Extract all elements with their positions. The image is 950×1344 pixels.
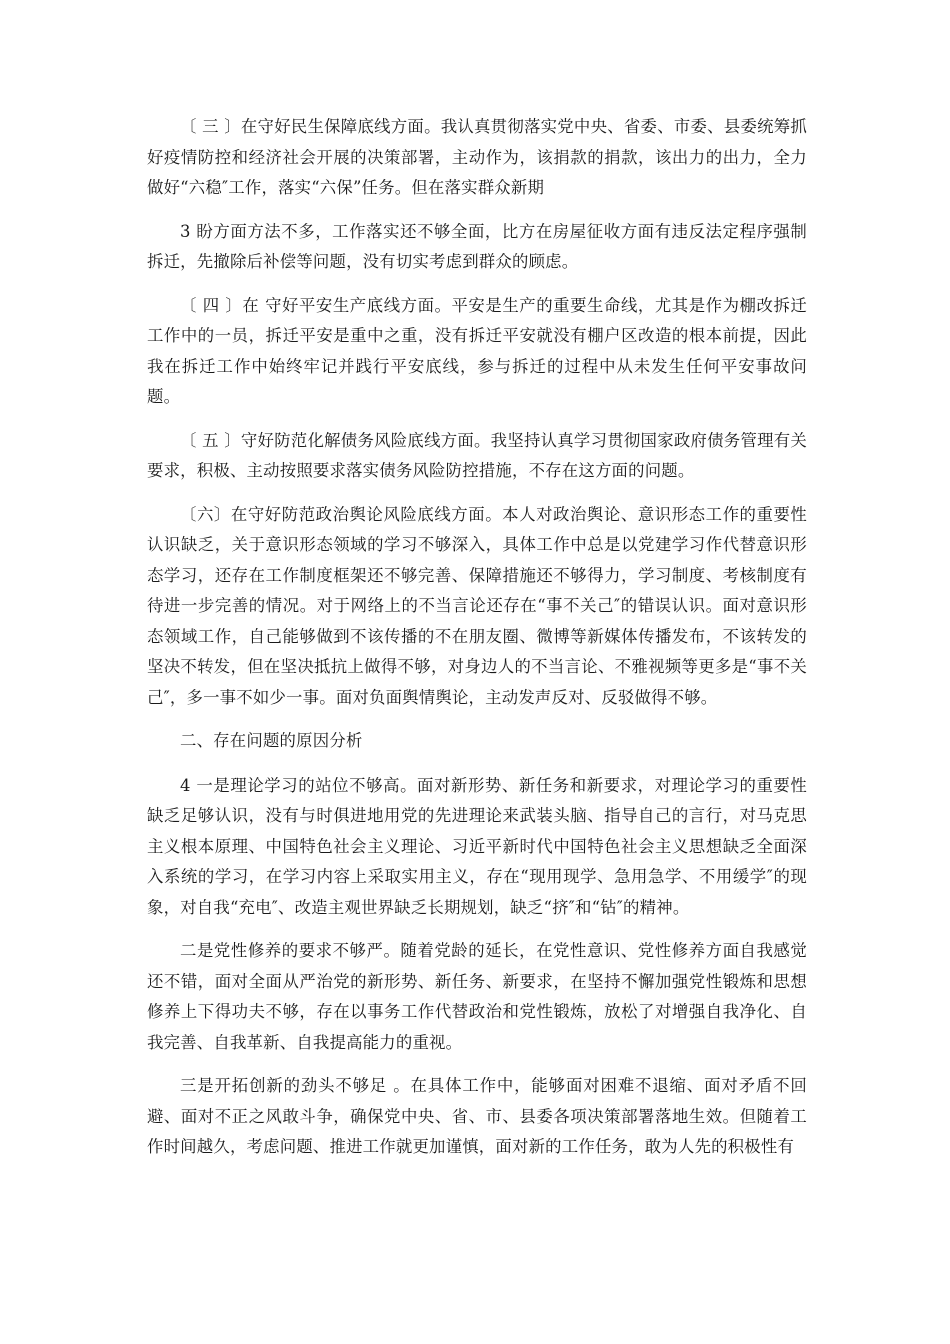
paragraph-debt-risk: 〔 五 〕守好防范化解债务风险底线方面。我坚持认真学习贯彻国家政府债务管理有关要求，积极、主动按照要求落实债务风险防控措施，不存在这方面的问题。	[147, 430, 807, 480]
paragraph-production-safety: 〔 四 〕在 守好平安生产底线方面。平安是生产的重要生命线，尤其是作为棚改拆迁工作中的一员，拆迁平安是重中之重，没有拆迁平安就没有棚户区改造的根本前提，因此我在拆迁工作中始终牢记并践行平安底线，参与拆迁的过程中从未发生任何平安事故问题。	[147, 295, 807, 406]
paragraph-political-opinion: 〔六〕在守好防范政治舆论风险底线方面。本人对政治舆论、意识形态工作的重要性认识缺乏，关于意识形态领域的学习不够深入，具体工作中总是以党建学习作代替意识形态学习，还存在工作制度框架还不够完善、保障措施还不够得力，学习制度、考核制度有待进一步完善的情况。对于网络上的不当言论还存在“事不关己″的错误认识。面对意识形态领域工作，自己能够做到不该传播的不在朋友圈、微博等新媒体传播发布，不该转发的坚决不转发，但在坚决抵抗上做得不够，对身边人的不当言论、不雅视频等更多是“事不关己″，多一事不如少一事。面对负面舆情舆论，主动发声反对、反驳做得不够。	[147, 504, 807, 707]
paragraph-livelihood-continued: 3 盼方面方法不多，工作落实还不够全面，比方在房屋征收方面有违反法定程序强制拆迁，先撤除后补偿等问题，没有切实考虑到群众的顾虑。	[147, 221, 807, 271]
document-page	[147, 112, 807, 1176]
paragraph-innovation: 三是开拓创新的劲头不够足 。在具体工作中，能够面对困难不退缩、面对矛盾不回避、面对不正之风敢斗争，确保党中央、省、市、县委各项决策部署落地生效。但随着工作时间越久，考虑问题、推进工作就更加谨慎，面对新的工作任务，敢为人先的积极性有	[147, 1076, 807, 1156]
paragraph-party-cultivation: 二是党性修养的要求不够严。随着党龄的延长，在党性意识、党性修养方面自我感觉还不错，面对全面从严治党的新形势、新任务、新要求，在坚持不懈加强党性锻炼和思想修养上下得功夫不够，存在以事务工作代替政治和党性锻炼，放松了对增强自我净化、自我完善、自我革新、自我提高能力的重视。	[147, 941, 807, 1052]
paragraph-people-livelihood: 〔 三 〕在守好民生保障底线方面。我认真贯彻落实党中央、省委、市委、县委统筹抓好疫情防控和经济社会开展的决策部署，主动作为，该捐款的捐款，该出力的出力，全力做好“六稳″工作，落实“六保”任务。但在落实群众新期	[147, 117, 807, 197]
paragraph-theory-study: 4 一是理论学习的站位不够高。面对新形势、新任务和新要求，对理论学习的重要性缺乏足够认识，没有与时俱进地用党的先进理论来武装头脑、指导自己的言行，对马克思主义根本原理、中国特色社会主义理论、习近平新时代中国特色社会主义思想缺乏全面深入系统的学习，在学习内容上采取实用主义，存在“现用现学、急用急学、不用缓学″的现象，对自我“充电″、改造主观世界缺乏长期规划，缺乏“挤″和“钻″的精神。	[147, 775, 807, 917]
section-heading-cause-analysis: 二、存在问题的原因分析	[180, 731, 363, 750]
